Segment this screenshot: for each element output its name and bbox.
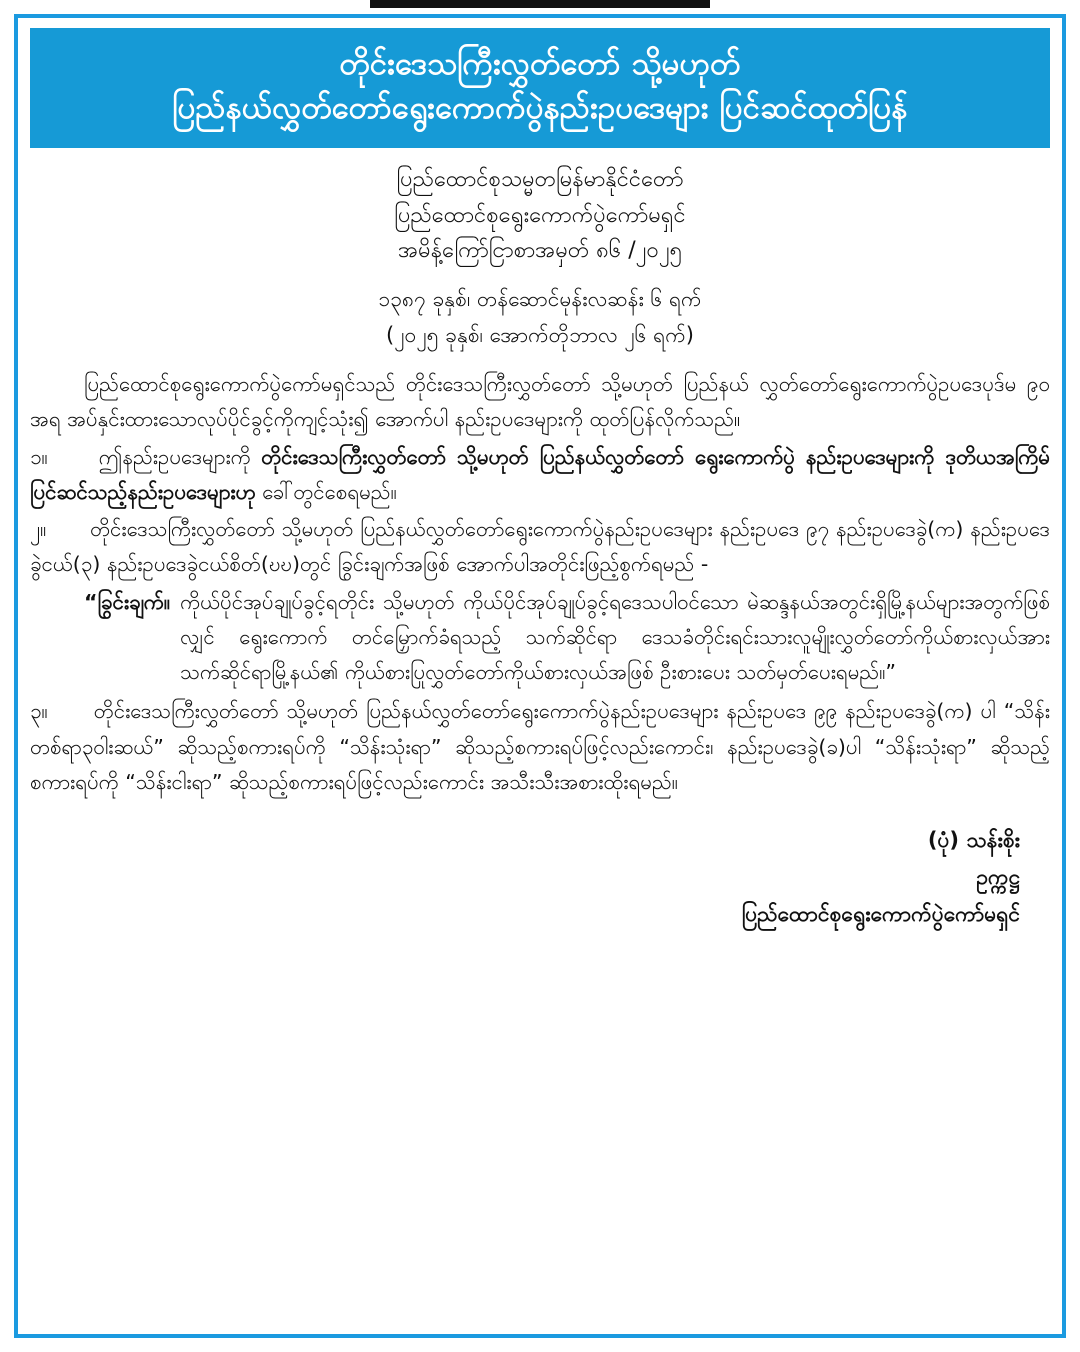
clause-2	[30, 512, 1050, 583]
signatory-title: ဥက္ကဋ္ဌ	[976, 864, 1020, 889]
top-black-bar	[370, 0, 710, 8]
clause-1-text-before: ဤနည်းဥပဒေများကို	[98, 444, 262, 469]
clause-2-text: တိုင်းဒေသကြီးလွှတ်တော် သို့မဟုတ် ပြည်နယ်လွှတ်တော်ရွေးကောက်ပွဲနည်းဥပဒေများ နည်းဥပဒေ ၉၇ နည်းဥပဒေခွဲ(က) နည်းဥပဒေခွဲငယ်(၃) နည်းဥပဒေခွဲငယ်စိတ်(ဎဎ)တွင် ခြွင်းချက်အဖြစ် အောက်ပါအတိုင်းဖြည့်စွက်ရမည် -	[30, 517, 1050, 577]
clause-1-number: ၁။	[30, 444, 48, 469]
clause-1	[30, 440, 1050, 511]
exception-label: “ခြွင်းချက်။	[84, 589, 171, 614]
clause-3-text: တိုင်းဒေသကြီးလွှတ်တော် သို့မဟုတ် ပြည်နယ်လွှတ်တော်ရွေးကောက်ပွဲနည်းဥပဒေများ နည်းဥပဒေ ၉၉ နည်းဥပဒေခွဲ(က) ပါ “သိန်းတစ်ရာ၃၀ါးဆယ်” ဆိုသည့်စကားရပ်ကို “သိန်းသုံးရာ” ဆိုသည့်စကားရပ်ဖြင့်လည်းကောင်း၊ နည်းဥပဒေခွဲ(ခ)ပါ “သိန်းသုံးရာ” ဆိုသည့်စကားရပ်ကို “သိန်းငါးရာ” ဆိုသည့်စကားရပ်ဖြင့်လည်းကောင်း အသီးသီးအစားထိုးရမည်။	[30, 699, 1050, 794]
notification-number: အမိန့်ကြော်ငြာစာအမှတ် ၈၆ /၂၀၂၅	[397, 238, 683, 264]
preamble-paragraph: ပြည်ထောင်စုရွေးကောက်ပွဲကော်မရှင်သည် တိုင်းဒေသကြီးလွှတ်တော် သို့မဟုတ် ပြည်နယ် လွှတ်တော်ရွေးကောက်ပွဲဥပဒေပုဒ်မ ၉၀ အရ အပ်နှင်းထားသောလုပ်ပိုင်ခွင့်ကိုကျင့်သုံး၍ အောက်ပါ နည်းဥပဒေများကို ထုတ်ပြန်လိုက်သည်။	[30, 372, 1050, 432]
headline-line-2: ပြည်နယ်လွှတ်တော်ရွေးကောက်ပွဲနည်းဥပဒေများ ပြင်ဆင်ထုတ်ပြန်	[172, 90, 908, 127]
signatory-name: (ပုံ) သန်းစိုး	[927, 828, 1020, 853]
headline-banner	[30, 28, 1050, 148]
exception-block	[84, 585, 1050, 691]
headline-line-1: တိုင်းဒေသကြီးလွှတ်တော် သို့မဟုတ်	[339, 46, 741, 82]
signature-block	[30, 822, 1050, 932]
clause-1-text-after: ခေါ်တွင်စေရမည်။	[255, 479, 397, 504]
issuer-commission: ပြည်ထောင်စုရွေးကောက်ပွဲကော်မရှင်	[394, 202, 686, 228]
signatory-organization: ပြည်ထောင်စုရွေးကောက်ပွဲကော်မရှင်	[741, 901, 1020, 926]
exception-body: ကိုယ်ပိုင်အုပ်ချုပ်ခွင့်ရတိုင်း သို့မဟုတ် ကိုယ်ပိုင်အုပ်ချုပ်ခွင့်ရဒေသပါဝင်သော မဲဆန္ဒနယ်အတွင်းရှိမြို့နယ်များအတွက်ဖြစ်လျှင် ရွေးကောက် တင်မြှောက်ခံရသည့် သက်ဆိုင်ရာ ဒေသခံတိုင်းရင်းသားလူမျိုးလွှတ်တော်ကိုယ်စားလှယ်အား သက်ဆိုင်ရာမြို့နယ်၏ ကိုယ်စားပြုလွှတ်တော်ကိုယ်စားလှယ်အဖြစ် ဦးစားပေး သတ်မှတ်ပေးရမည်။”	[180, 589, 1050, 685]
date-gregorian: (၂၀၂၅ ခုနှစ်၊ အောက်တိုဘာလ ၂၆ ရက်)	[386, 323, 694, 348]
clause-3	[30, 694, 1050, 800]
issuer-block	[30, 162, 1050, 269]
issuer-country: ပြည်ထောင်စုသမ္မတမြန်မာနိုင်ငံတော်	[396, 167, 684, 193]
clause-3-number: ၃။	[30, 699, 48, 724]
body-text	[30, 367, 1050, 800]
clause-2-number: ၂။	[30, 517, 47, 542]
clause-1-text-bold: တိုင်းဒေသကြီးလွှတ်တော် သို့မဟုတ် ပြည်နယ်လွှတ်တော် ရွေးကောက်ပွဲ နည်းဥပဒေများကို ဒုတိယအကြိမ်ပြင်ဆင်သည့်နည်းဥပဒေများဟု	[30, 444, 1050, 504]
page-content	[30, 28, 1050, 1324]
date-block	[30, 281, 1050, 353]
date-myanmar-era: ၁၃၈၇ ခုနှစ်၊ တန်ဆောင်မုန်းလဆန်း ၆ ရက်	[378, 286, 702, 311]
